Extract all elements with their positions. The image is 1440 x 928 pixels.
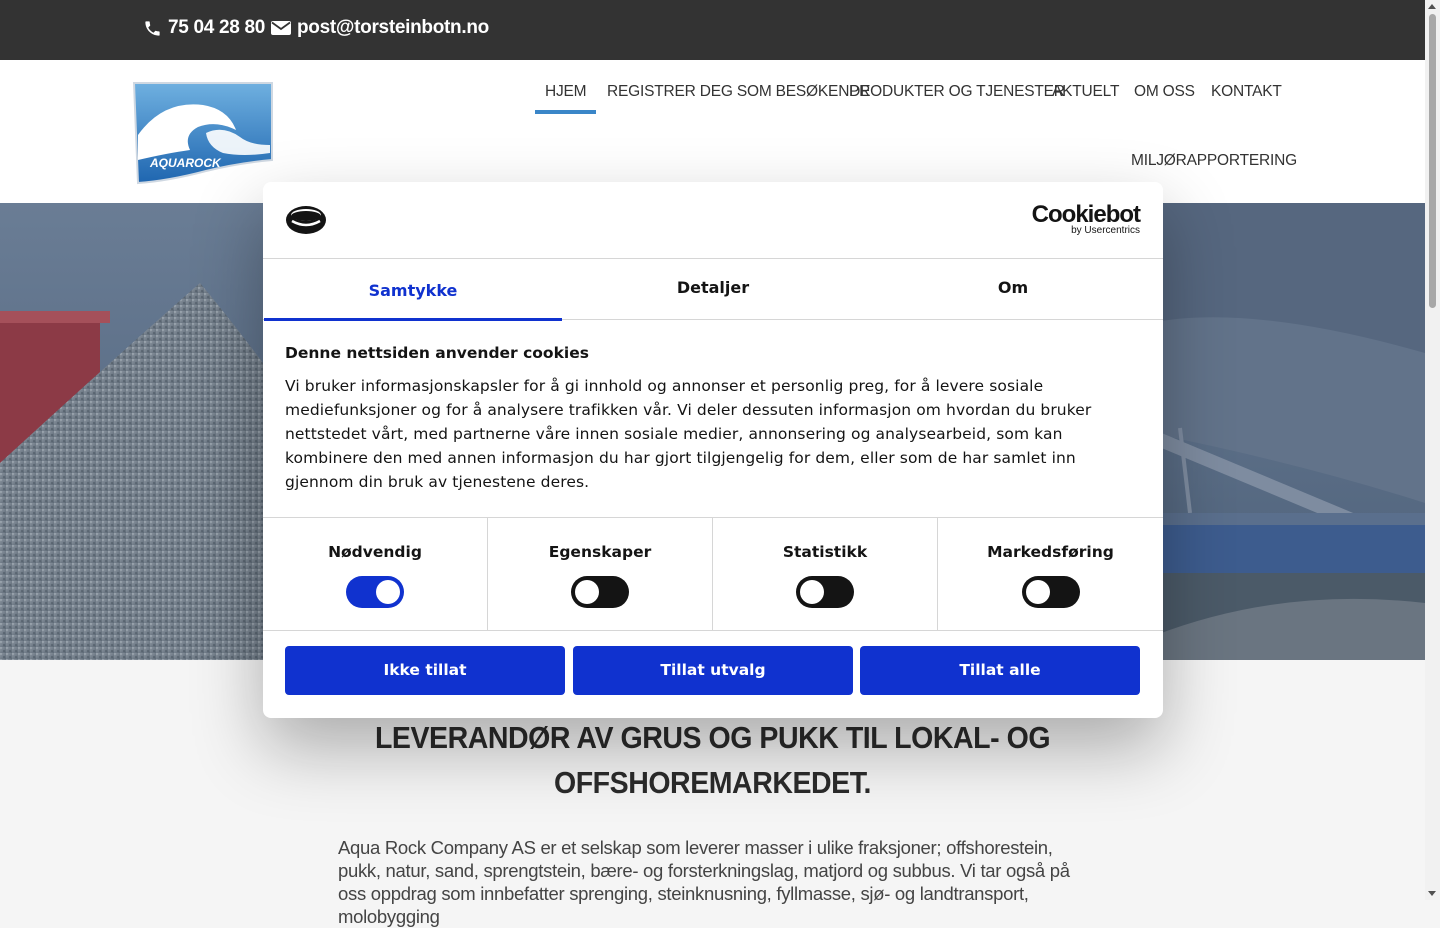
scroll-down-icon[interactable] (1428, 891, 1436, 896)
category-preferences (488, 518, 713, 631)
necessary-toggle[interactable] (346, 576, 404, 608)
category-marketing (938, 518, 1163, 631)
category-statistics-label: Statistikk (782, 543, 868, 561)
allow-all-button[interactable]: Tillat alle (860, 646, 1140, 695)
phone-icon (143, 19, 162, 38)
cookiebot-wordmark: Cookiebot (1031, 201, 1140, 228)
dialog-header (263, 182, 1163, 259)
category-marketing-label: Markedsføring (987, 543, 1114, 561)
top-contact-bar (0, 0, 1425, 60)
statistics-toggle[interactable] (796, 576, 854, 608)
nav-item-registrer[interactable]: REGISTRER DEG SOM BESØKENDE (607, 83, 871, 100)
cookiebot-logo-icon (285, 205, 327, 235)
toggle-knob (800, 580, 824, 604)
aquarock-logo[interactable] (128, 75, 278, 185)
email-link[interactable] (271, 17, 489, 39)
preferences-toggle[interactable] (571, 576, 629, 608)
consent-categories (263, 517, 1163, 631)
scroll-up-icon[interactable] (1428, 4, 1436, 9)
consent-tabs (263, 259, 1163, 320)
intro-paragraph: Aqua Rock Company AS er et selskap som leverer masser i ulike fraksjoner; offshorestein, pukk, natur, sand, sprengtstein, bære- og forsterkningslag, matjord og subbus. Vi tar også på oss oppdrag som innbefatter sprenging, steinknusning, fyllmasse, sjø- og landtransport, molobygging (338, 837, 1070, 927)
consent-description: Vi bruker informasjonskapsler for å gi innhold og annonser et personlig preg, for å levere sosiale mediefunksjoner og for å analysere trafikken vår. Vi deler dessuten informasjon om hvordan du bruker nettstedet vårt, med partnerne våre innen sosiale medier, annonsering og analysearbeid, som kan kombinere den med annen informasjon du har gjort tilgjengelig for dem, eller som de har samlet inn gjennom din bruk av tjenestene deres. (285, 377, 1092, 491)
category-preferences-label: Egenskaper (548, 543, 652, 561)
allow-selection-button[interactable]: Tillat utvalg (573, 646, 853, 695)
toggle-knob (376, 580, 400, 604)
nav-item-om-oss[interactable]: OM OSS (1134, 83, 1195, 100)
toggle-knob (575, 580, 599, 604)
envelope-icon (271, 20, 291, 36)
category-necessary (263, 518, 488, 631)
phone-link[interactable] (143, 17, 265, 39)
nav-item-kontakt[interactable]: KONTAKT (1211, 83, 1282, 100)
marketing-toggle[interactable] (1022, 576, 1080, 608)
category-statistics (713, 518, 938, 631)
nav-item-miljorapportering[interactable]: MILJØRAPPORTERING (1131, 152, 1297, 169)
toggle-knob (1026, 580, 1050, 604)
phone-number: 75 04 28 80 (168, 17, 266, 38)
consent-title: Denne nettsiden anvender cookies (285, 344, 589, 362)
svg-text:AQUAROCK: AQUAROCK (150, 156, 221, 170)
page-heading: LEVERANDØR AV GRUS OG PUKK TIL LOKAL- OG OFFSHOREMARKEDET. (374, 720, 1051, 800)
tab-om[interactable] (863, 259, 1163, 320)
page-scrollbar[interactable] (1425, 0, 1440, 900)
nav-item-produkter[interactable]: PRODUKTER OG TJENESTER (849, 83, 1065, 100)
cookiebot-subtitle: by Usercentrics (1071, 225, 1140, 236)
cookie-consent-dialog (263, 182, 1163, 718)
nav-item-aktuelt[interactable]: AKTUELT (1052, 83, 1120, 100)
deny-button[interactable]: Ikke tillat (285, 646, 565, 695)
cookiebot-brand[interactable] (1032, 202, 1140, 236)
tab-detaljer-label: Detaljer (676, 278, 750, 297)
scrollbar-thumb[interactable] (1429, 14, 1436, 308)
nav-item-hjem[interactable]: HJEM (545, 83, 587, 100)
email-address: post@torsteinbotn.no (297, 17, 489, 38)
tab-detaljer[interactable] (563, 259, 863, 320)
category-necessary-label: Nødvendig (328, 543, 422, 561)
tab-samtykke[interactable] (263, 259, 563, 320)
tab-samtykke-label: Samtykke (368, 281, 458, 300)
tab-om-label: Om (997, 278, 1029, 297)
